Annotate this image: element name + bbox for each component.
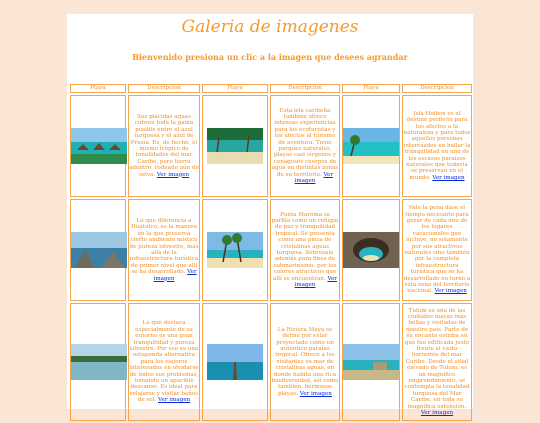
hidden-beach-cave-image[interactable]: [343, 232, 399, 268]
beach-image-cell[interactable]: [202, 199, 268, 301]
column-header: Descripcion: [128, 84, 200, 93]
description-cell: [270, 303, 340, 421]
description-cell: [128, 95, 200, 197]
gallery-row: [70, 95, 472, 197]
column-header: Playa: [342, 84, 400, 93]
description-text: Isla Holbox es el destino perfecto para los afectos a la naturaleza y para todos aquellos personas interesados en hallar la tranquilidad en uno de los escasos paraísos naturales que todavía se preservan en el mundo.: [403, 110, 471, 181]
column-header: Descripcion: [270, 84, 340, 93]
palm-trees-beach-image[interactable]: [207, 232, 263, 268]
description-text: La Riviera Maya se define por estar proyectado como un auténtico paraíso tropical. Ofrece a los visitantes su mar de cristalinas aguas, en donde habita una rica biodiversidad, así como también, hermosas playas.: [271, 326, 339, 397]
description-text: Vale la pena dase el tiempo necesario para gozar de cada uno de los lugares vacacionales que incluye, no solamente por sus atractivos naturales sino también por la completa infraestructura turística que se ha desarrollado en torno a esta zona del territorio nacional.: [403, 205, 471, 295]
palm-island-shore-image[interactable]: [343, 128, 399, 164]
view-image-link[interactable]: Ver imagen: [434, 288, 467, 295]
gallery-page: [67, 14, 473, 417]
beach-image-cell[interactable]: [342, 199, 400, 301]
view-image-link[interactable]: Ver imagen: [153, 269, 197, 282]
beach-resort-huts-image[interactable]: [71, 128, 127, 164]
page-title: Galeria de imagenes: [181, 17, 359, 37]
description-cell: [402, 95, 472, 197]
description-cell: [402, 199, 472, 301]
palm-lagoon-image[interactable]: [207, 128, 263, 164]
description-cell: [402, 303, 472, 421]
view-image-link[interactable]: Ver imagen: [156, 171, 190, 178]
view-image-link[interactable]: Ver imagen: [294, 275, 337, 289]
gallery-row: [70, 199, 472, 301]
description-cell: [128, 303, 200, 421]
page-subtitle: Bienvenido presiona un clic a la imagen que desees agrandar: [132, 52, 408, 62]
beach-image-cell[interactable]: [70, 303, 126, 421]
view-image-link[interactable]: Ver imagen: [432, 174, 465, 181]
description-cell: [128, 199, 200, 301]
beach-image-cell[interactable]: [202, 303, 268, 421]
view-image-link[interactable]: Ver imagen: [420, 410, 454, 417]
beach-image-cell[interactable]: [202, 95, 268, 197]
column-header: Playa: [202, 84, 268, 93]
description-text: Lo que diferencia a Huatulco, es la manera en la que preserva cierto ambiente místico de pureza silvestre, más allá de la infraestructura turística de primer nivel que allí se ha desarrollado.: [129, 217, 199, 276]
view-image-link[interactable]: Ver imagen: [158, 397, 191, 404]
beach-image-cell[interactable]: [70, 95, 126, 197]
gallery-row: [70, 303, 472, 421]
header-row: [70, 84, 472, 93]
view-image-link[interactable]: Ver imagen: [299, 390, 332, 397]
column-header: Descripcion: [402, 84, 472, 93]
beach-image-cell[interactable]: [342, 303, 400, 421]
gallery-table: [68, 82, 474, 423]
beach-image-cell[interactable]: [70, 199, 126, 301]
view-image-link[interactable]: Ver imagen: [294, 171, 334, 185]
description-text: Esta isla caribeña también ofrece intensas experiencias para los ecoturistas y los afectos al turismo de aventura. Tiene parques naturales, playas casi vírgenes y cenagosos cuerpos de agua en distintas zonas de su territorio.: [271, 107, 339, 178]
description-cell: [270, 199, 340, 301]
clifftop-ruins-image[interactable]: [343, 344, 399, 380]
description-cell: [270, 95, 340, 197]
column-header: Playa: [70, 84, 126, 93]
description-text: Lo que destaca especialmente de su entorno es una gran tranquilidad y pureza silvestre. Por eso es una estupenda alternativa para los viajeros interesados en olvidarse de todos sus problemas, tomando un apacible descanso. Es ideal para relajarse y visitar baños de sol.: [129, 320, 199, 404]
pier-sunset-image[interactable]: [207, 344, 263, 380]
description-text: Punta Maroma se perfila como un refugio de paz y tranquilidad tropical. Se presenta como una pieza de cristalinas aguas turquesa. Sobresale además para fines de submarinismo, por los colores atractivos que allí se encuentran.: [271, 211, 339, 282]
rocky-coast-image[interactable]: [71, 232, 127, 268]
description-text: Tulum es una de las ciudades mayas más bellas y visitadas de nuestro país. Parte de su encanto estriba en que fue edificada justo frente al vasto horizonte del mar Caribe. Desde el sitial elevado de Tulum, es un magnífico emprendimiento, se contempla la tonalidad turquesa del Mar Caribe, en toda su magnífica extensión.: [404, 307, 470, 410]
mangrove-shore-image[interactable]: [71, 344, 127, 380]
description-text: Sus plácidas aguas cubren toda la gama posible entre el azul turquesa y el azul de Prusia. Es, de hecho, el mismo trópico de tonalidades del mar Caribe, pero tierra adentro, rodeado aún de selva.: [129, 113, 199, 178]
beach-image-cell[interactable]: [342, 95, 400, 197]
